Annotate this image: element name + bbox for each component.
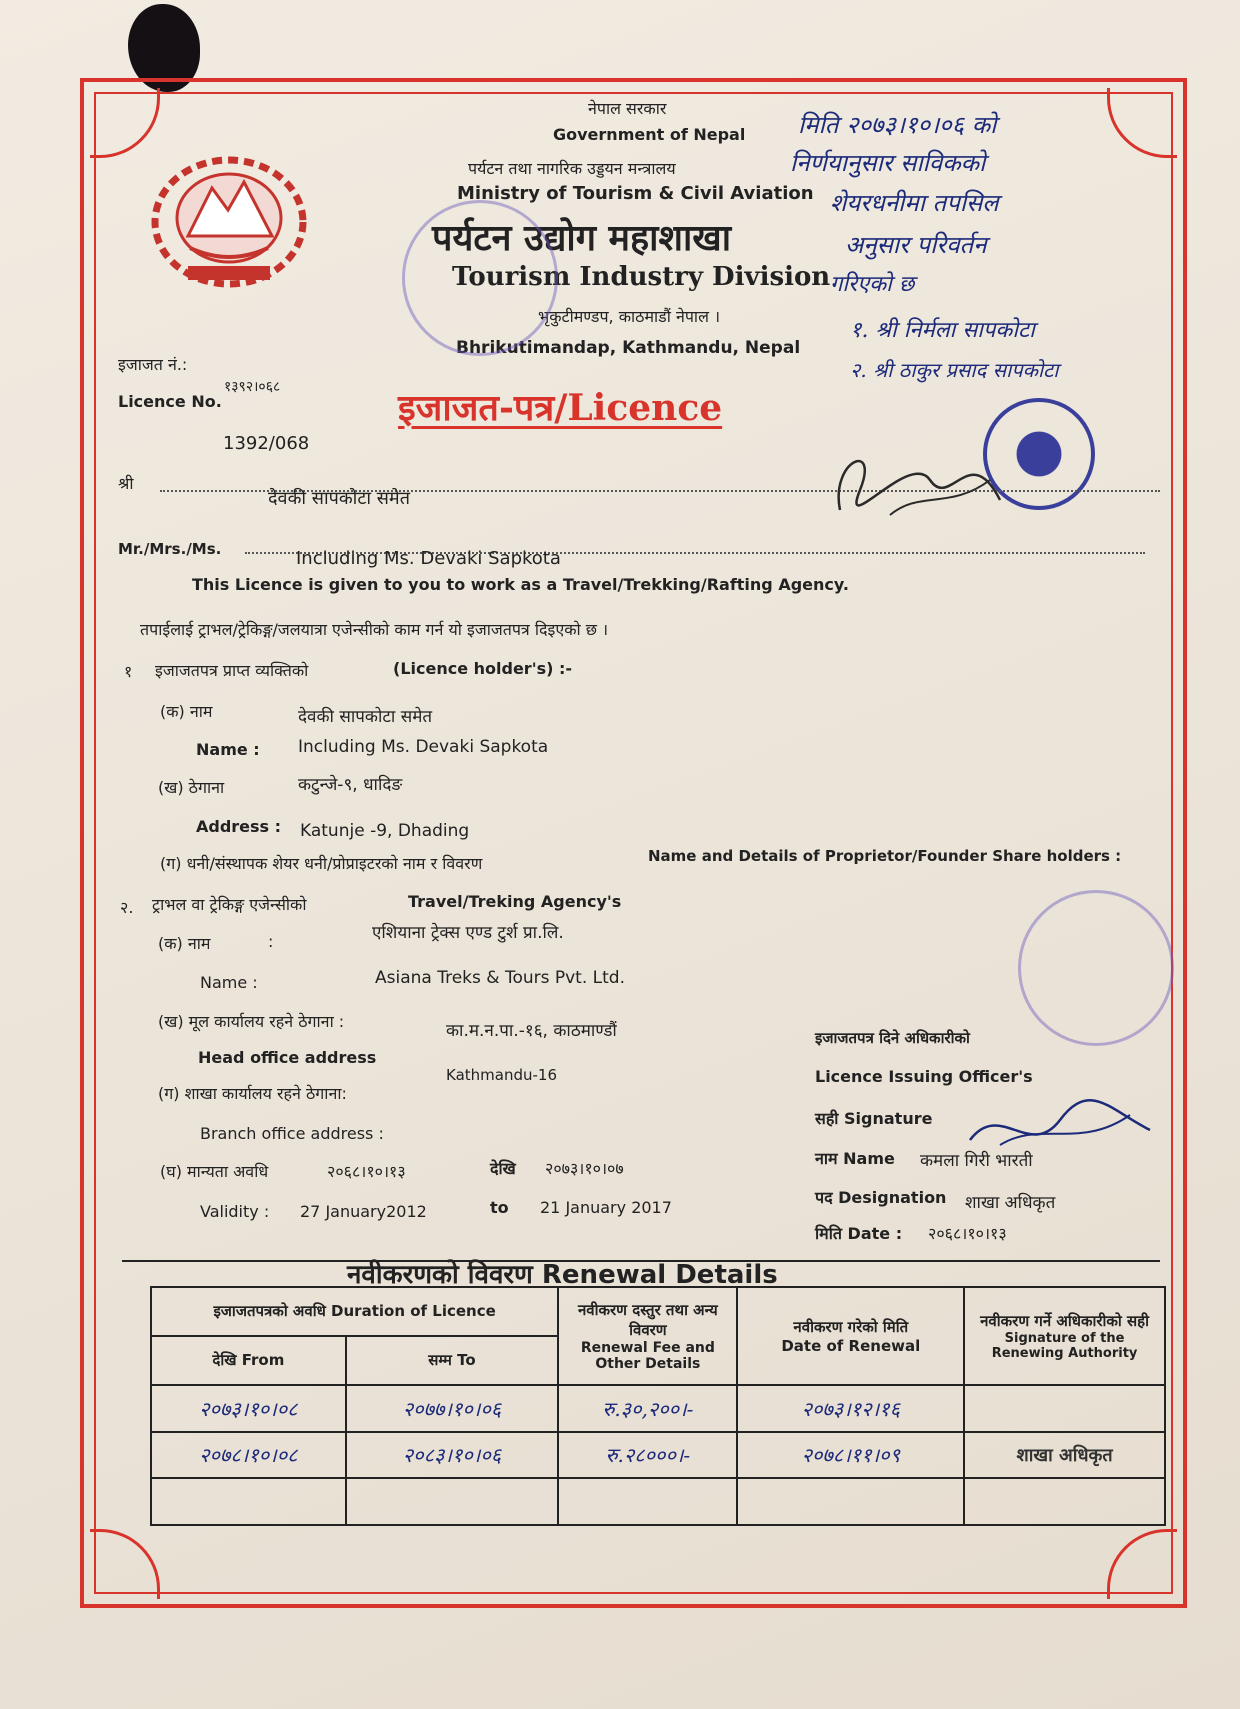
licence-no-label-en: Licence No. [118,392,222,411]
col-fee [558,1287,737,1385]
section1-number: १ [124,662,133,681]
col-duration: इजाजतपत्रको अवधि Duration of Licence [151,1287,558,1336]
officer-designation-value: शाखा अधिकृत [965,1193,1056,1213]
proprietor-label-en: Name and Details of Proprietor/Founder Share holders : [648,847,1122,865]
renewal-from [151,1478,346,1525]
col-renewal-date [737,1287,964,1385]
licence-statement-en: This Licence is given to you to work as a Travel/Trekking/Rafting Agency. [192,575,849,594]
table-row [151,1385,1165,1432]
renewal-table [150,1286,1166,1526]
col-fee-en: Renewal Fee and Other Details [580,1339,715,1372]
validity-to-np: २०७३।१०।०७ [545,1159,624,1178]
address-en: Bhrikutimandap, Kathmandu, Nepal [456,338,801,358]
officer-heading-en: Licence Issuing Officer's [815,1067,1033,1086]
renewal-to [346,1478,559,1525]
renewal-title: नवीकरणको विवरण Renewal Details [347,1260,778,1290]
nepal-emblem-icon [150,148,308,288]
holder-name-label-np: (क) नाम [160,702,213,721]
proprietor-label-np: (ग) धनी/संस्थापक शेयर धनी/प्रोप्राइटरको नाम र विवरण [160,854,483,873]
validity-from-en: 27 January2012 [300,1202,427,1221]
table-row [151,1478,1165,1525]
agency-name-value-np: एशियाना ट्रेक्स एण्ड टुर्श प्रा.लि. [372,923,564,943]
validity-to-label-en: to [490,1198,509,1217]
section2-number: २. [120,898,134,917]
section2-heading-en: Travel/Treking Agency's [408,892,622,911]
licence-statement-np: तपाईलाई ट्राभल/ट्रेकिङ्ग/जलयात्रा एजेन्सीको काम गर्न यो इजाजतपत्र दिइएको छ । [140,620,609,639]
col-signature-en: Signature of the Renewing Authority [991,1330,1138,1361]
holder-address-value-en: Katunje -9, Dhading [300,821,470,841]
agency-name-value-en: Asiana Treks & Tours Pvt. Ltd. [375,968,625,988]
head-office-value-en: Kathmandu-16 [446,1066,557,1084]
holder-name-en: Including Ms. Devaki Sapkota [296,548,561,569]
validity-to-en: 21 January 2017 [540,1198,672,1217]
officer-date-label: मिति Date : [815,1224,903,1243]
renewal-signature [964,1478,1165,1525]
agency-name-label-en: Name : [200,973,258,992]
section1-heading-en: (Licence holder's) :- [393,659,573,678]
renewal-signature [964,1432,1165,1479]
officer-name-value: कमला गिरी भारती [920,1151,1033,1171]
holder-name-np: देवकी सापकोटा समेत [268,488,410,509]
renewal-fee [558,1478,737,1525]
holder-address-value-np: कटुन्जे-९, धादिङ [298,775,403,795]
agency-name-colon: : [268,932,274,951]
col-signature-np: नवीकरण गर्ने अधिकारीको सही [980,1311,1149,1330]
head-office-value-np: का.म.न.पा.-१६, काठमाण्डौं [446,1021,617,1041]
handwritten-line-5: गरिएको छ [830,272,915,297]
renewal-from: २०७३।१०।०८ [151,1385,346,1432]
holder-address-label-np: (ख) ठेगाना [158,778,225,797]
approved-stamp-text: शाखा अधिकृत [1016,1444,1113,1466]
holder-name-value-en: Including Ms. Devaki Sapkota [298,737,549,757]
head-office-label-np: (ख) मूल कार्यालय रहने ठेगाना : [158,1012,345,1031]
handwritten-line-3: शेयरधनीमा तपसिल [830,189,999,217]
renewal-date: २०७३।१२।१६ [737,1385,964,1432]
government-np: नेपाल सरकार [588,99,667,118]
officer-heading-np: इजाजतपत्र दिने अधिकारीको [815,1029,970,1047]
division-np: पर्यटन उद्योग महाशाखा [432,218,732,259]
holder-name-label-en: Name : [196,740,260,759]
officer-date-value: २०६८।१०।१३ [928,1224,1007,1243]
licence-title: इजाजत-पत्र/Licence [398,387,723,429]
ministry-en: Ministry of Tourism & Civil Aviation [457,183,814,204]
faint-stamp-lower [1018,890,1174,1046]
col-renewal-date-np: नवीकरण गरेको मिति [793,1317,909,1336]
renewal-signature [964,1385,1165,1432]
handwritten-line-1: मिति २०७३।१०।०६ को [798,111,997,139]
officer-designation-label: पद Designation [815,1188,947,1207]
validity-to-label-np: देखि [490,1159,516,1178]
handwritten-line-6: १. श्री निर्मला सापकोटा [850,318,1035,343]
government-en: Government of Nepal [553,125,746,144]
section1-heading-np: इजाजतपत्र प्राप्त व्यक्तिको [155,661,309,680]
licence-no-value: 1392/068 [223,433,310,454]
renewal-fee: रु.३०,२००।- [558,1385,737,1432]
head-office-label-en: Head office address [198,1048,377,1067]
col-fee-np: नवीकरण दस्तुर तथा अन्य विवरण [577,1300,718,1339]
renewal-to: २०७७।१०।०६ [346,1385,559,1432]
renewal-from: २०७८।१०।०८ [151,1432,346,1479]
renewal-date [737,1478,964,1525]
renewal-date: २०७८।११।०९ [737,1432,964,1479]
handwritten-line-4: अनुसार परिवर्तन [845,231,987,259]
branch-office-label-en: Branch office address : [200,1124,384,1143]
address-np: भृकुटीमण्डप, काठमाडौं नेपाल । [538,307,721,326]
col-from: देखि From [151,1336,346,1385]
handwritten-line-7: २. श्री ठाकुर प्रसाद सापकोटा [850,358,1059,382]
ministry-np: पर्यटन तथा नागरिक उड्डयन मन्त्रालय [468,159,676,178]
holder-name-value-np: देवकी सापकोटा समेत [298,707,433,727]
handwritten-line-2: निर्णयानुसार साविकको [790,149,986,177]
table-row [151,1432,1165,1479]
col-renewal-date-en: Date of Renewal [781,1336,921,1355]
renewal-fee: रु.२८०००।- [558,1432,737,1479]
validity-label-en: Validity : [200,1202,270,1221]
col-to: सम्म To [346,1336,559,1385]
renewal-to: २०८३।१०।०६ [346,1432,559,1479]
agency-name-label-np: (क) नाम [158,934,211,953]
shri-label: श्री [118,474,134,493]
col-signature [964,1287,1165,1385]
licence-no-label-np: इजाजत नं.: [118,355,188,374]
branch-office-label-np: (ग) शाखा कार्यालय रहने ठेगाना: [158,1084,347,1103]
faint-stamp-upper [402,200,558,356]
holder-address-label-en: Address : [196,817,282,836]
section2-heading-np: ट्राभल वा ट्रेकिङ्ग एजेन्सीको [152,895,307,914]
licence-no-value-np: १३९२।०६८ [224,379,281,395]
validity-label-np: (घ) मान्यता अवधि [160,1162,269,1181]
division-en: Tourism Industry Division [452,262,831,292]
handwritten-signature-icon [820,420,1010,530]
mr-mrs-label: Mr./Mrs./Ms. [118,540,222,558]
officer-signature-label: सही Signature [815,1109,933,1128]
validity-from-np: २०६८।१०।१३ [327,1162,406,1181]
officer-name-label: नाम Name [815,1149,895,1168]
